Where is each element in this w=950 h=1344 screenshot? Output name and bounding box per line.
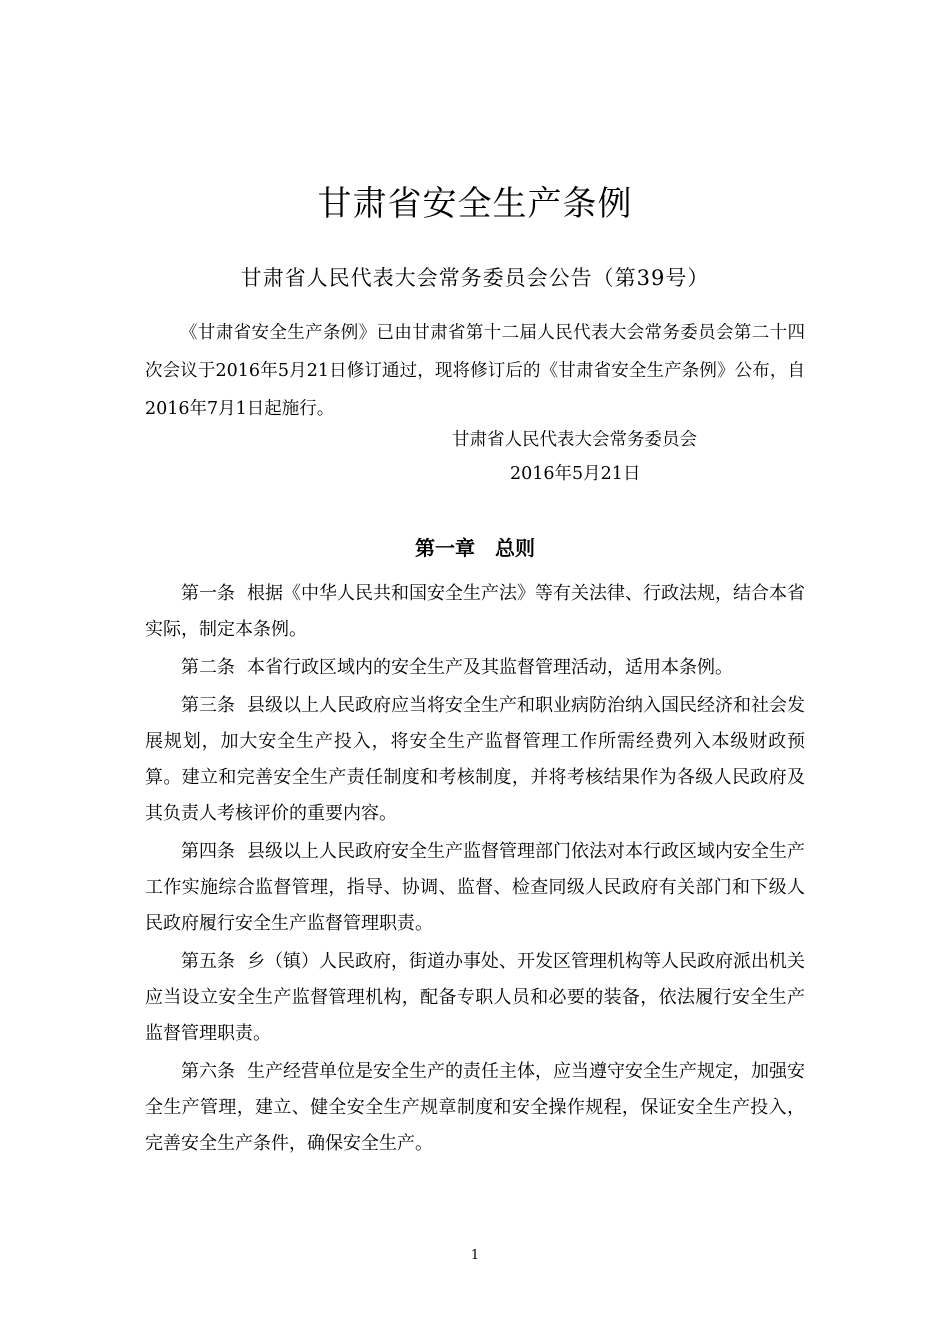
announcement-heading: 甘肃省人民代表大会常务委员会公告（第39号） (240, 266, 710, 290)
article-text: 乡（镇）人民政府，街道办事处、开发区管理机构等人民政府派出机关应当设立安全生产监督管理机构，配备专职人员和必要的装备，依法履行安全生产监督管理职责。 (145, 951, 805, 1044)
article-number: 第五条 (181, 951, 235, 972)
page-number: 1 (470, 1248, 480, 1263)
article-text: 县级以上人民政府应当将安全生产和职业病防治纳入国民经济和社会发展规划，加大安全生产投入，将安全生产监督管理工作所需经费列入本级财政预算。建立和完善安全生产责任制度和考核制度，并将考核结果作为各级人民政府及其负责人考核评价的重要内容。 (145, 695, 805, 824)
article-number: 第二条 (181, 657, 235, 678)
signature-date: 2016年5月21日 (510, 464, 641, 484)
announcement-body: 《甘肃省安全生产条例》已由甘肃省第十二届人民代表大会常务委员会第二十四次会议于2016年5月21日修订通过，现将修订后的《甘肃省安全生产条例》公布，自2016年7月1日起施行。 (145, 323, 805, 419)
article-number: 第三条 (181, 695, 235, 716)
article-paragraph (145, 576, 805, 648)
article-paragraph (145, 944, 805, 1052)
article-paragraph (145, 688, 805, 832)
chapter-title: 第一章 总则 (415, 536, 535, 560)
article-paragraph (145, 834, 805, 942)
document-title: 甘肃省安全生产条例 (317, 184, 633, 224)
article-text: 县级以上人民政府安全生产监督管理部门依法对本行政区域内安全生产工作实施综合监督管理，指导、协调、监督、检查同级人民政府有关部门和下级人民政府履行安全生产监督管理职责。 (145, 841, 805, 934)
article-paragraph (145, 1054, 805, 1162)
article-number: 第一条 (181, 583, 235, 604)
article-number: 第六条 (181, 1061, 235, 1082)
article-text: 根据《中华人民共和国安全生产法》等有关法律、行政法规，结合本省实际，制定本条例。 (145, 583, 805, 640)
article-text: 生产经营单位是安全生产的责任主体，应当遵守安全生产规定，加强安全生产管理，建立、健全安全生产规章制度和安全操作规程，保证安全生产投入，完善安全生产条件，确保安全生产。 (145, 1061, 805, 1154)
articles-list (145, 576, 805, 1164)
article-paragraph (145, 650, 805, 686)
article-text: 本省行政区域内的安全生产及其监督管理活动，适用本条例。 (247, 657, 733, 678)
article-number: 第四条 (181, 841, 235, 862)
signature-organization: 甘肃省人民代表大会常务委员会 (452, 430, 697, 450)
